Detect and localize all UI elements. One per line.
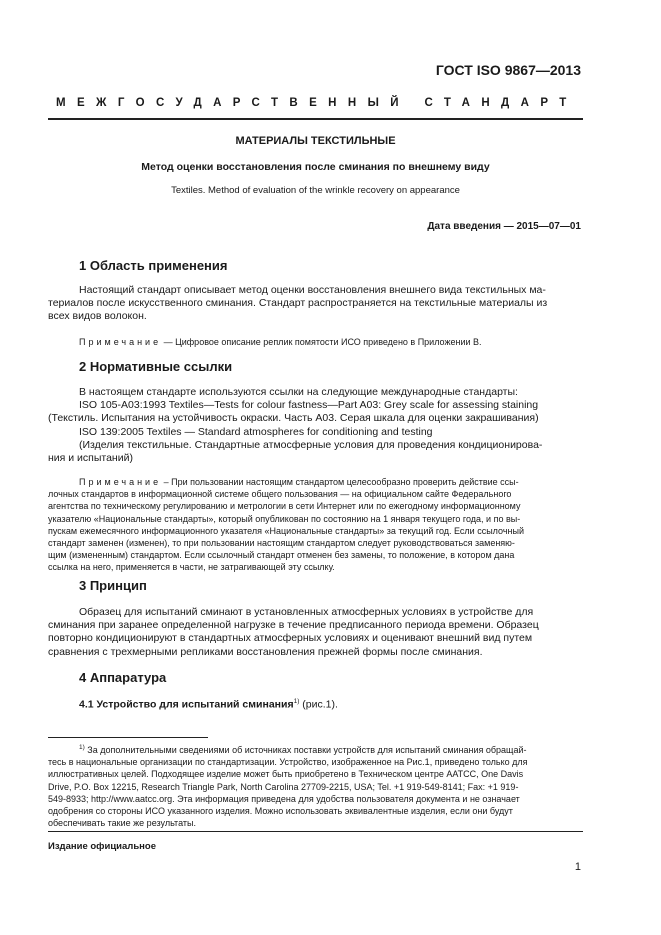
text-line: В настоящем стандарте используются ссылки на следующие международные стандарты: xyxy=(79,386,518,398)
note-line: стандарт заменен (изменен), то при пользовании настоящим стандартом следует руководствоваться заменяю- xyxy=(48,538,515,549)
standard-banner: МЕЖГОСУДАРСТВЕННЫЙ СТАНДАРТ xyxy=(56,97,578,109)
text-line: повторно кондиционируют в стандартных атмосферных условиях и оценивают внешний вид путем xyxy=(48,632,533,645)
footer-rule xyxy=(48,831,583,832)
note-text: – При пользовании настоящим стандартом целесообразно проверить действие ссы- xyxy=(161,477,519,487)
note-line: ссылка на него, применяется в части, не затрагивающей эту ссылку. xyxy=(48,562,335,573)
section-1-heading: 1 Область применения xyxy=(79,258,228,273)
footnote-rule xyxy=(48,737,208,738)
english-title: Textiles. Method of evaluation of the wrinkle recovery on appearance xyxy=(171,185,460,196)
reference-iso-139: ISO 139:2005 Textiles — Standard atmospheres for conditioning and testing xyxy=(79,425,433,438)
note-line: щим (измененным) стандартом. Если ссылочный стандарт отменен без замены, то положение, в котором дана xyxy=(48,550,515,561)
note-line: пускам ежемесячного информационного указателя «Национальные стандарты» за текущий год. Если ссылочный xyxy=(48,525,524,536)
note-label: Примечание xyxy=(79,337,162,347)
section-1-note xyxy=(48,336,583,348)
text-line: всех видов волокон. xyxy=(48,310,147,323)
footnote-line: тесь в национальные организации по стандартизации. Устройство, изображенное на Рис.1, приведено только для xyxy=(48,757,528,768)
note-line: агентства по техническому регулированию и метрологии в сети Интернет или по ежегодному информационному xyxy=(48,501,521,512)
text-line: Образец для испытаний сминают в установленных атмосферных условиях в устройстве для xyxy=(79,606,534,618)
section-2-references xyxy=(48,386,583,465)
reference-iso-105: ISO 105-A03:1993 Textiles—Tests for colour fastness—Part A03: Grey scale for assessing staining xyxy=(79,399,539,412)
figure-ref: (рис.1). xyxy=(299,698,338,711)
note-line: указателю «Национальные стандарты», который опубликован по состоянию на 1 января текущего года, и по вы- xyxy=(48,513,521,524)
section-3-paragraph xyxy=(48,606,583,659)
text-line: сминания при заранее определенной нагрузке в течение предписанного периода времени. Образец xyxy=(48,619,539,632)
subsection-title: 4.1 Устройство для испытаний сминания xyxy=(79,698,294,711)
footnote-line: 549-8933; http://www.aatcc.org. Эта информация приведена для удобства пользователя документа и не означает xyxy=(48,793,520,804)
header-rule xyxy=(48,118,583,120)
footnote xyxy=(48,742,583,829)
document-title: МАТЕРИАЛЫ ТЕКСТИЛЬНЫЕ xyxy=(235,135,396,147)
footnote-ref[interactable]: 1) xyxy=(293,698,300,705)
text-line: териалов после искусственного сминания. Стандарт распространяется на текстильные материалы из xyxy=(48,297,548,310)
section-3-heading: 3 Принцип xyxy=(79,578,147,593)
note-line: лочных стандартов в информационной системе общего пользования — на официальном сайте Федерального xyxy=(48,489,512,500)
note-text: — Цифровое описание реплик помятости ИСО приведено в Приложении В. xyxy=(161,337,482,347)
footnote-text: За дополнительными сведениями об источниках поставки устройств для испытаний сминания обращай- xyxy=(84,745,527,755)
page-number: 1 xyxy=(574,861,581,873)
section-2-heading: 2 Нормативные ссылки xyxy=(79,359,233,374)
footnote-line: одобрения со стороны ИСО указанного изделия. Можно использовать эквивалентные изделия, если они будут xyxy=(48,806,513,817)
standard-number: ГОСТ ISO 9867—2013 xyxy=(435,62,581,78)
document-subtitle: Метод оценки восстановления после сминания по внешнему виду xyxy=(141,161,490,173)
text-line: ния и испытаний) xyxy=(48,452,133,465)
text-line: сравнения с трехмерными репликами восстановления прежней формы после сминания. xyxy=(48,645,483,658)
footnote-line: иллюстративных целей. Подходящее изделие может быть приобретено в Техническом центре AATCC, One Davis xyxy=(48,769,524,780)
text-line: Настоящий стандарт описывает метод оценки восстановления внешнего вида текстильных ма- xyxy=(79,284,546,296)
footnote-marker: 1) xyxy=(79,744,85,751)
text-line: (Изделия текстильные. Стандартные атмосферные условия для проведения кондиционирова- xyxy=(79,438,543,451)
section-4-heading: 4 Аппаратура xyxy=(79,670,167,685)
text-line: (Текстиль. Испытания на устойчивость окраски. Часть А03. Серая шкала для оценки закрашивания) xyxy=(48,412,539,425)
section-1-paragraph xyxy=(48,284,583,324)
subsection-4-1 xyxy=(79,698,338,711)
edition-label: Издание официальное xyxy=(48,841,156,852)
section-2-note xyxy=(48,476,583,574)
footnote-line: обеспечивать такие же результаты. xyxy=(48,818,196,829)
footnote-line: Drive, P.O. Box 12215, Research Triangle Park, North Carolina 27709-2215, USA; Tel. +1 919-549-8141; Fax: +1 919- xyxy=(48,781,519,792)
introduction-date: Дата введения — 2015—07—01 xyxy=(427,221,581,232)
note-label: Примечание xyxy=(79,477,162,487)
